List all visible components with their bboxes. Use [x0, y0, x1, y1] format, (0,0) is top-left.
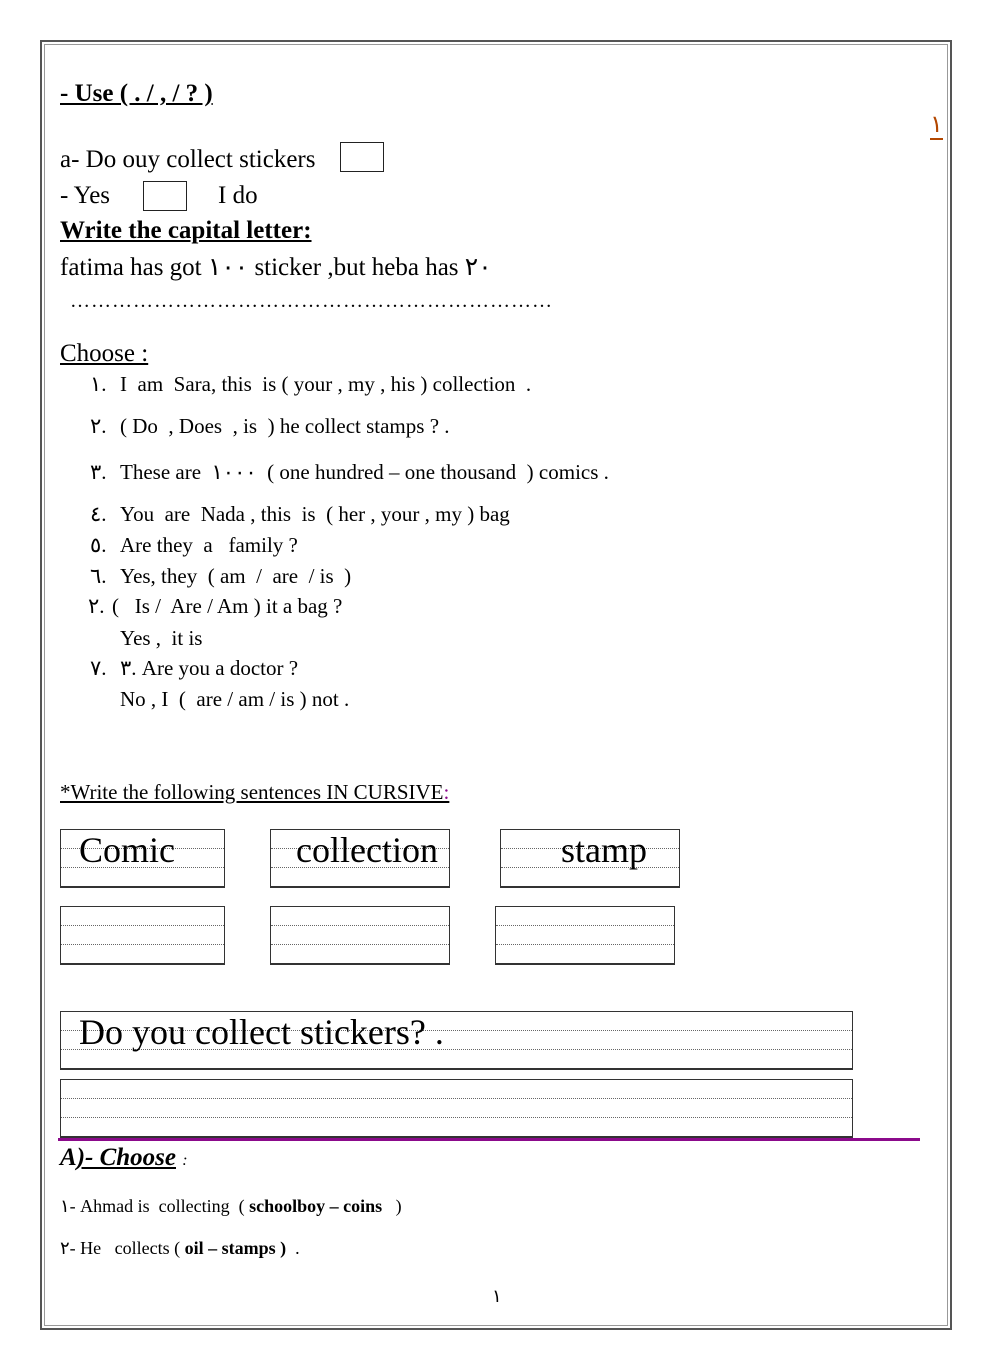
choose-item-number: ٢. [90, 414, 107, 438]
cursive-practice-box[interactable] [270, 906, 450, 965]
cursive-sentence-practice-box[interactable] [60, 1079, 853, 1138]
cursive-word-box[interactable]: collection [270, 829, 450, 888]
choose-item-number: ٤. [90, 502, 107, 526]
capital-sentence: fatima has got ١٠٠ sticker ,but heba has ٢٠ [60, 254, 492, 281]
cursive-word-box[interactable]: stamp [500, 829, 680, 888]
choose-item-text: No , I ( are / am / is ) not . [120, 687, 350, 711]
cursive-word-box[interactable]: Comic [60, 829, 225, 888]
choose-item-number: ٦. [90, 564, 107, 588]
choose-title: Choose : [60, 340, 149, 367]
capital-title: Write the capital letter: [60, 217, 312, 244]
section-a-title: A)- Choose : [60, 1144, 188, 1171]
choose-item-text: Are they a family ? [120, 533, 298, 557]
choose-item-text: Yes, they ( am / are / is ) [120, 564, 352, 588]
choose-item-text: These are ١٠٠٠ ( one hundred – one thousand ) comics . [120, 460, 609, 484]
answer-suffix: I do [218, 182, 258, 209]
answer-prefix: - Yes [60, 182, 111, 209]
choose-item-text: I am Sara, this is ( your , my , his ) collection . [120, 372, 532, 396]
answer-dots[interactable]: …………………………………………………………… [70, 290, 553, 312]
choose-item-text: ( Do , Does , is ) he collect stamps ? . [120, 414, 450, 438]
choose-item-text: You are Nada , this is ( her , your , my ) bag [120, 502, 510, 526]
choose-item-number: ٢. [88, 594, 105, 618]
cursive-practice-box[interactable] [60, 906, 225, 965]
choose-item-number: ٥. [90, 533, 107, 557]
page-marker: ١ [930, 112, 943, 138]
question-line: a- Do ouy collect stickers [60, 146, 316, 173]
section-divider [58, 1138, 920, 1141]
choose-item-text: ( Is / Are / Am ) it a bag ? [112, 594, 343, 618]
cursive-sentence-box[interactable]: Do you collect stickers? . [60, 1011, 853, 1070]
choose-item-number: ٧. [90, 656, 107, 680]
page-number: ١ [492, 1286, 502, 1306]
choose-item-text: ٣. Are you a doctor ? [120, 656, 299, 680]
choose-item-text: Yes , it is [120, 626, 203, 650]
cursive-title: *Write the following sentences IN CURSIVE: [60, 780, 450, 804]
choose-item-number: ١. [90, 372, 107, 396]
punctuation-title: - Use ( . / , / ? ) [60, 80, 213, 107]
punctuation-answer-box-2[interactable] [143, 181, 187, 211]
section-a-item: ٢- He collects ( oil – stamps ) . [60, 1238, 300, 1258]
choose-item-number: ٣. [90, 460, 107, 484]
cursive-practice-box[interactable] [495, 906, 675, 965]
punctuation-answer-box-1[interactable] [340, 142, 384, 172]
section-a-item: ١- Ahmad is collecting ( schoolboy – coins ) [60, 1196, 402, 1216]
